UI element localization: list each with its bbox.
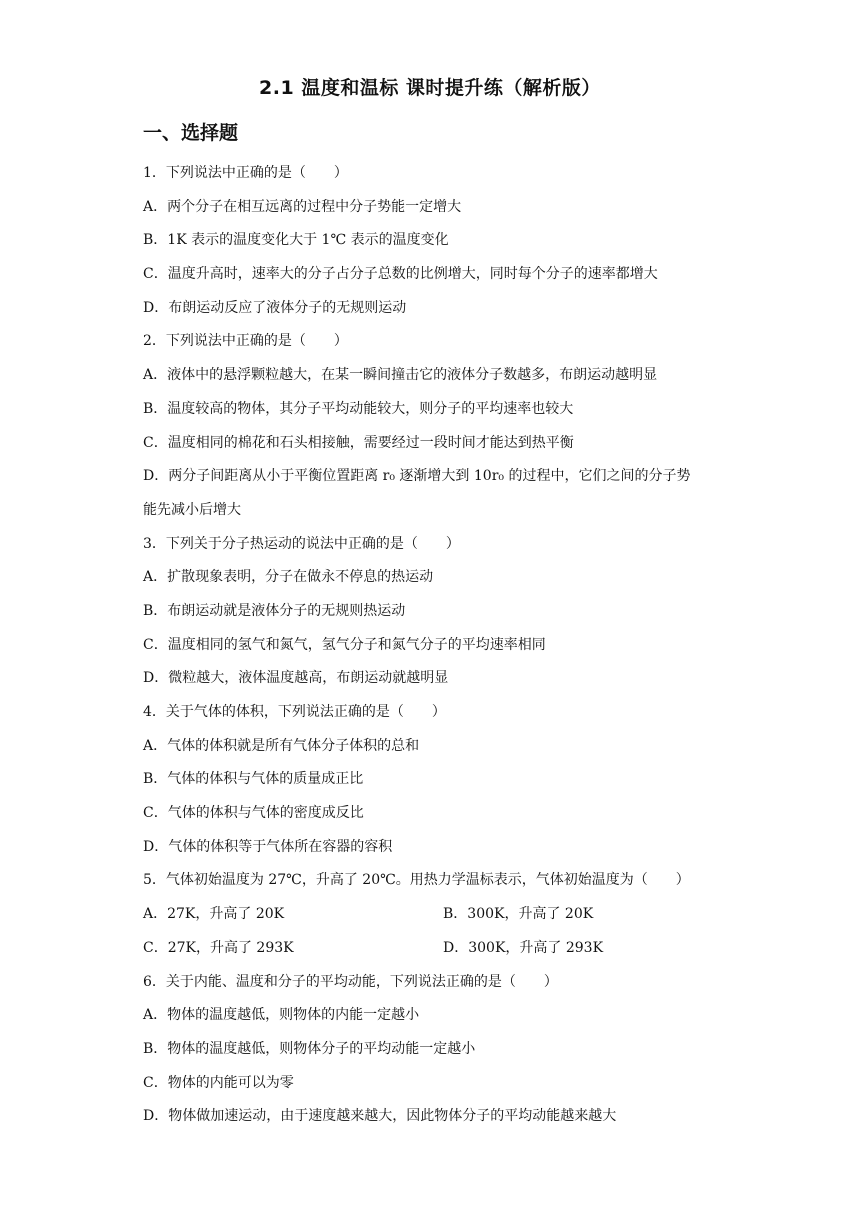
option-d-continuation: 能先减小后增大: [143, 501, 241, 518]
question-stem: 6．关于内能、温度和分子的平均动能，下列说法正确的是（ ）: [143, 973, 558, 990]
option-b: B．1K 表示的温度变化大于 1℃ 表示的温度变化: [143, 232, 449, 249]
option-c: C．物体的内能可以为零: [143, 1074, 294, 1091]
option-a: A．扩散现象表明，分子在做永不停息的热运动: [143, 569, 434, 586]
question-stem: 4．关于气体的体积，下列说法正确的是（ ）: [143, 704, 446, 720]
option-d: D．微粒越大，液体温度越高，布朗运动就越明显: [143, 670, 449, 687]
option-a: A．两个分子在相互远离的过程中分子势能一定增大: [143, 198, 462, 215]
section-heading: 一、选择题: [143, 122, 239, 144]
option-c: C．气体的体积与气体的密度成反比: [143, 805, 364, 822]
question-stem: 3．下列关于分子热运动的说法中正确的是（ ）: [143, 535, 460, 552]
option-c: C．温度升高时，速率大的分子占分子总数的比例增大，同时每个分子的速率都增大: [143, 266, 658, 283]
option-d: D．300K，升高了 293K: [443, 939, 604, 956]
question-list: [143, 157, 723, 1134]
option-d: D．两分子间距离从小于平衡位置距离 r₀ 逐渐增大到 10r₀ 的过程中，它们之间的分子势: [143, 468, 691, 485]
option-c: C．27K，升高了 293K: [143, 939, 294, 956]
option-b: B．物体的温度越低，则物体分子的平均动能一定越小: [143, 1040, 476, 1057]
option-b: B．温度较高的物体，其分子平均动能较大，则分子的平均速率也较大: [143, 400, 574, 417]
option-c: C．温度相同的氢气和氮气，氢气分子和氮气分子的平均速率相同: [143, 636, 546, 653]
question-stem: 2．下列说法中正确的是（ ）: [143, 333, 348, 350]
option-a: A．物体的温度越低，则物体的内能一定越小: [143, 1007, 420, 1024]
option-a: A．27K，升高了 20K: [143, 906, 285, 923]
option-row: [143, 932, 723, 966]
option-a: A．气体的体积就是所有气体分子体积的总和: [143, 737, 420, 754]
document-title: 2.1 温度和温标 课时提升练（解析版）: [259, 77, 601, 99]
question-stem: 5．气体初始温度为 27℃，升高了 20℃。用热力学温标表示，气体初始温度为（ ）: [143, 872, 690, 889]
option-b: B．300K，升高了 20K: [443, 906, 594, 923]
option-b: B．布朗运动就是液体分子的无规则热运动: [143, 602, 406, 619]
option-d: D．气体的体积等于气体所在容器的容积: [143, 838, 393, 855]
option-a: A．液体中的悬浮颗粒越大，在某一瞬间撞击它的液体分子数越多，布朗运动越明显: [143, 367, 658, 384]
option-row: [143, 898, 723, 932]
option-c: C．温度相同的棉花和石头相接触，需要经过一段时间才能达到热平衡: [143, 434, 574, 451]
option-b: B．气体的体积与气体的质量成正比: [143, 771, 364, 788]
question-stem: 1．下列说法中正确的是（ ）: [143, 165, 348, 181]
option-d: D．物体做加速运动，由于速度越来越大，因此物体分子的平均动能越来越大: [143, 1108, 617, 1125]
option-d: D．布朗运动反应了液体分子的无规则运动: [143, 299, 407, 316]
